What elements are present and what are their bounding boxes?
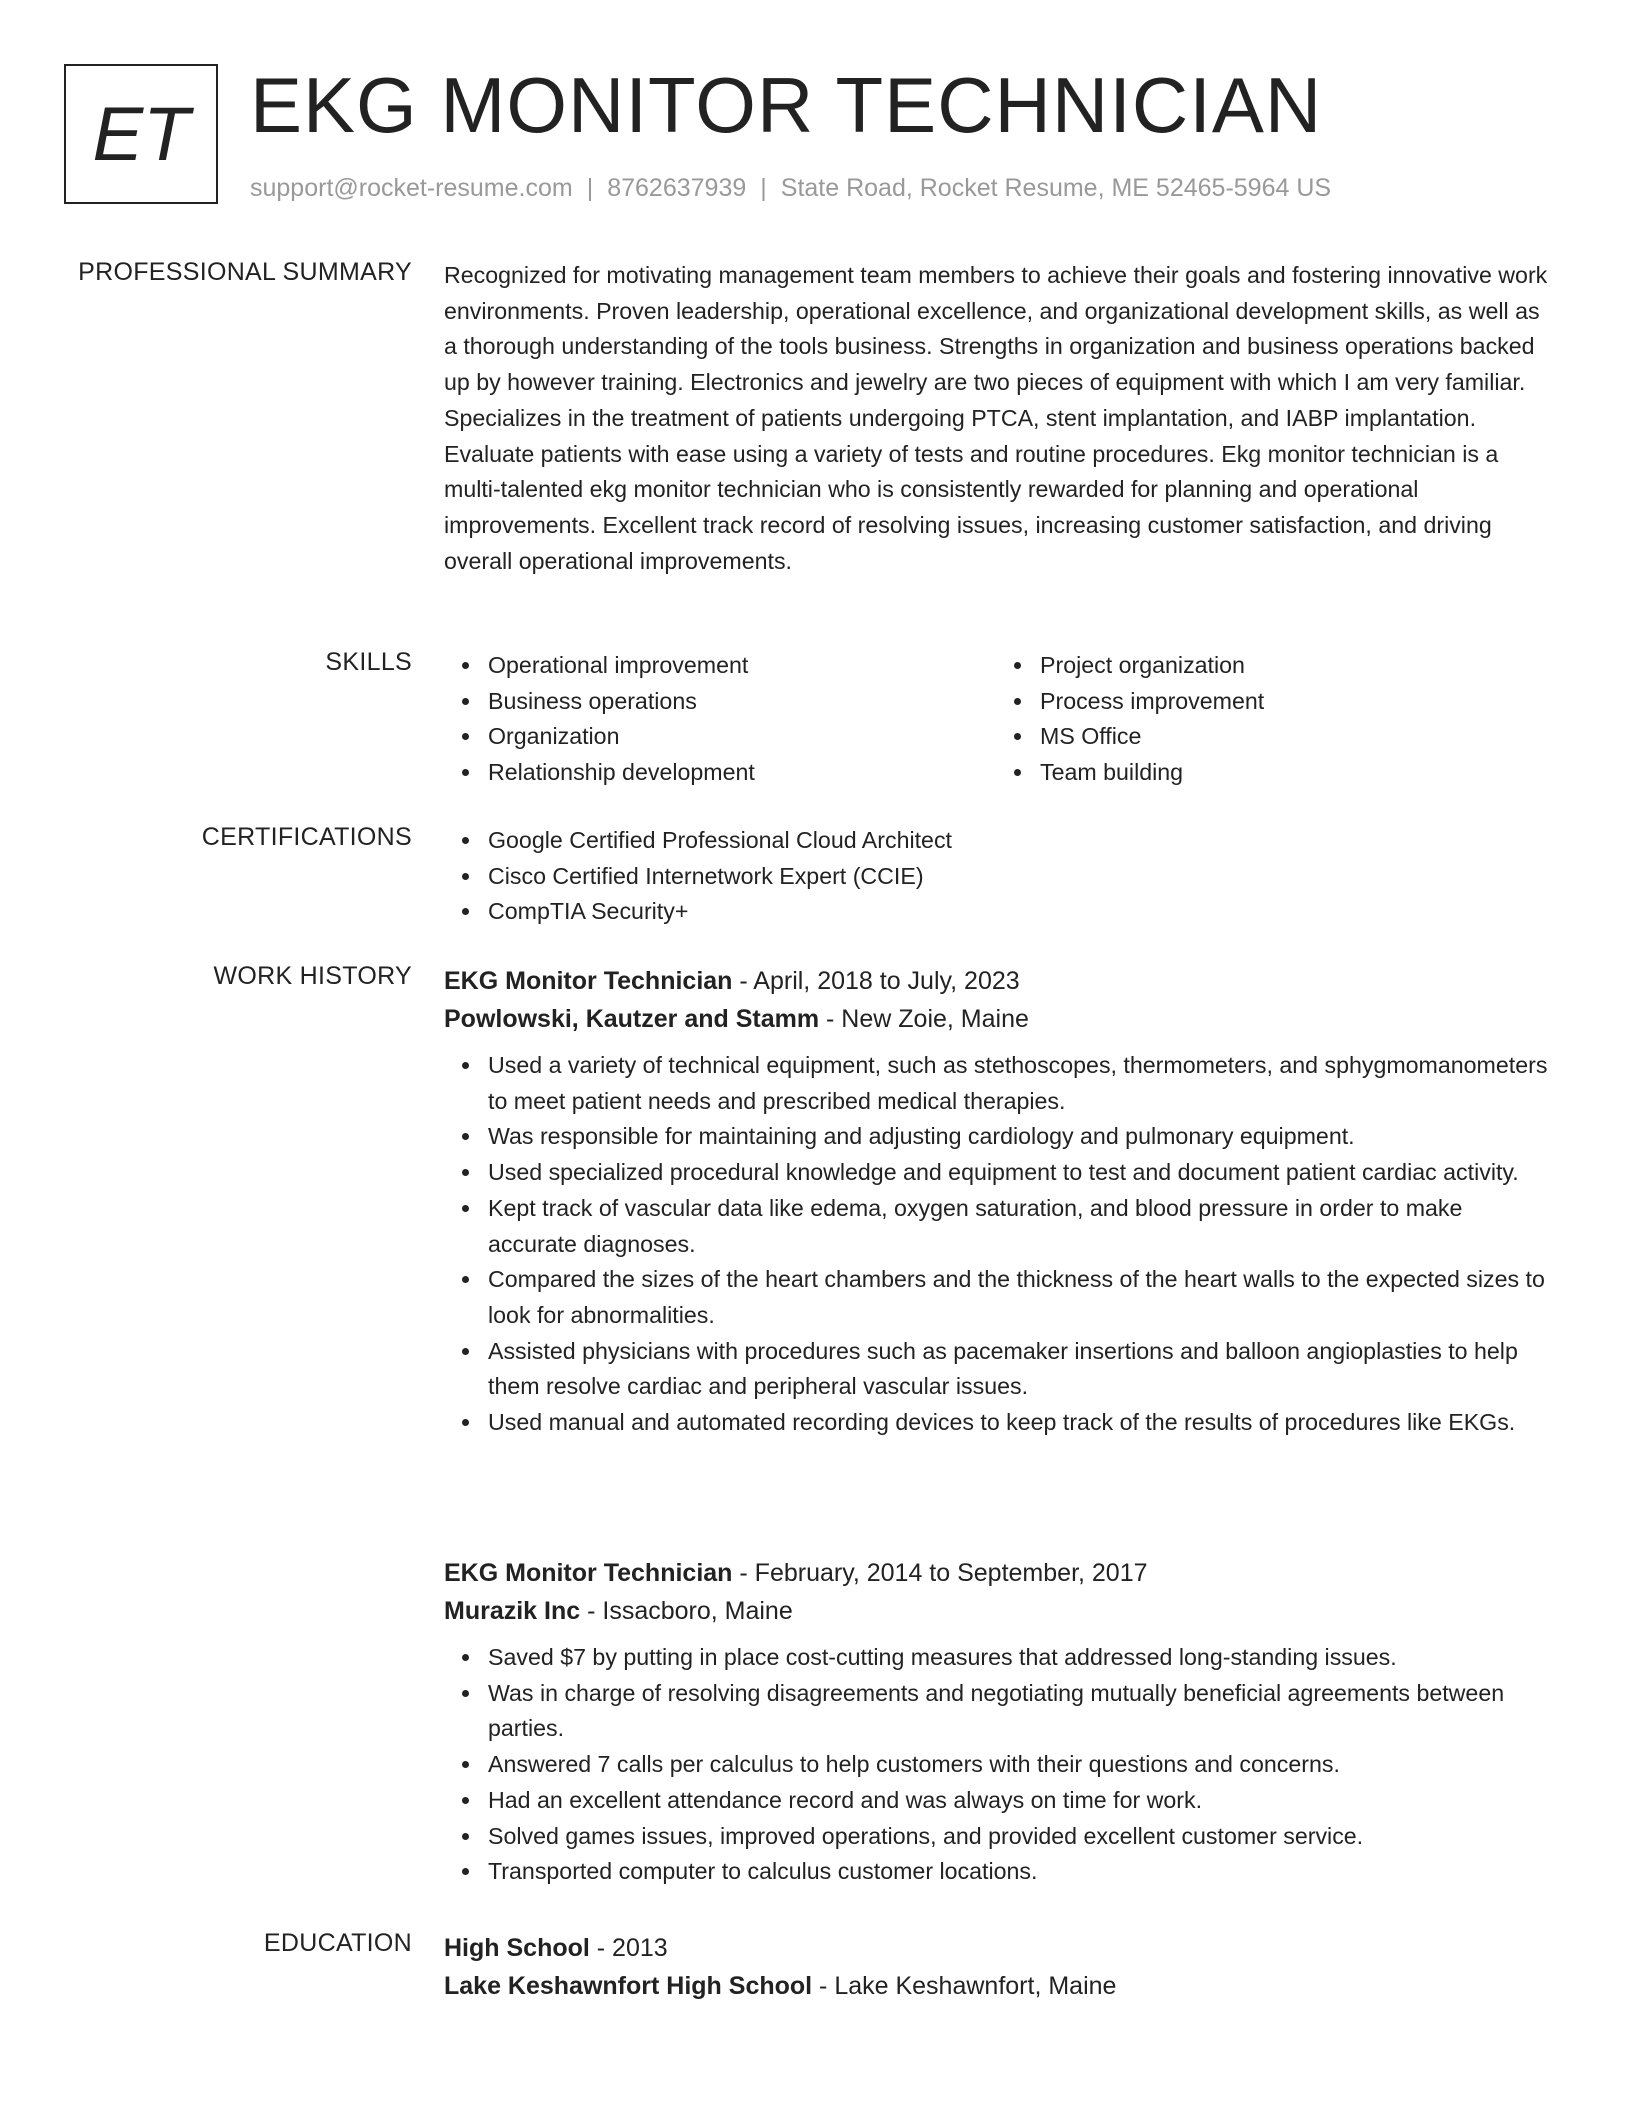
section-title-certifications: CERTIFICATIONS — [201, 823, 412, 851]
job-company-line — [444, 1592, 1548, 1630]
section-title-skills: SKILLS — [325, 648, 412, 676]
section-title-education: EDUCATION — [263, 1929, 412, 1957]
contact-line — [250, 174, 1331, 203]
education-school: Lake Keshawnfort High School — [444, 1972, 813, 2000]
job-role: EKG Monitor Technician — [444, 1559, 733, 1587]
work-body-2 — [444, 1554, 1548, 1890]
work-body — [444, 962, 1548, 1441]
contact-email: support@rocket-resume.com — [250, 174, 573, 202]
contact-address: State Road, Rocket Resume, ME 52465-5964 US — [780, 174, 1332, 202]
education-year: - 2013 — [589, 1934, 668, 1962]
section-title-work: WORK HISTORY — [213, 962, 412, 990]
education-degree: High School — [444, 1934, 590, 1962]
job-company: Powlowski, Kautzer and Stamm — [444, 1005, 820, 1033]
skill-item: Process improvement — [1040, 684, 1548, 720]
skill-item: Organization — [488, 719, 996, 755]
skills-body — [444, 648, 1548, 791]
job-title-line — [444, 1554, 1548, 1592]
job-dates: - February, 2014 to September, 2017 — [732, 1559, 1148, 1587]
job-duty: Was responsible for maintaining and adjusting cardiology and pulmonary equipment. — [488, 1119, 1548, 1155]
skills-list-left — [444, 648, 996, 791]
job-duty: Compared the sizes of the heart chambers and the thickness of the heart walls to the expected sizes to look for abnormalities. — [488, 1262, 1548, 1333]
job-duty: Transported computer to calculus customer locations. — [488, 1854, 1548, 1890]
job-duty: Solved games issues, improved operations, and provided excellent customer service. — [488, 1819, 1548, 1855]
skill-item: Relationship development — [488, 755, 996, 791]
job-duty: Had an excellent attendance record and was always on time for work. — [488, 1783, 1548, 1819]
job-duty: Used specialized procedural knowledge and equipment to test and document patient cardiac activity. — [488, 1155, 1548, 1191]
certification-item: CompTIA Security+ — [488, 894, 1548, 930]
job-title-line — [444, 962, 1548, 1000]
skill-item: Business operations — [488, 684, 996, 720]
certifications-list — [444, 823, 1548, 930]
summary-body — [444, 258, 1548, 579]
education-body — [444, 1929, 1548, 2005]
job-duty: Saved $7 by putting in place cost-cutting measures that addressed long-standing issues. — [488, 1640, 1548, 1676]
skill-item: Project organization — [1040, 648, 1548, 684]
job-company: Murazik Inc — [444, 1597, 581, 1625]
job-duties-list — [444, 1640, 1548, 1890]
job-duty: Was in charge of resolving disagreements and negotiating mutually beneficial agreements between parties. — [488, 1676, 1548, 1747]
contact-separator: | — [586, 174, 594, 202]
job-entry — [444, 962, 1548, 1441]
education-location: - Lake Keshawnfort, Maine — [812, 1972, 1117, 2000]
contact-separator: | — [760, 174, 767, 202]
job-company-line — [444, 1000, 1548, 1038]
section-title-summary: PROFESSIONAL SUMMARY — [78, 258, 412, 286]
contact-phone: 8762637939 — [607, 174, 747, 202]
summary-text: Recognized for motivating management team members to achieve their goals and fostering innovative work environments. Proven leadership, operational excellence, and organizational development skills, as well as a thorough understanding of the tools business. Strengths in organization and business operations backed up by however training. Electronics and jewelry are two pieces of equipment with which I am very familiar. Specializes in the treatment of patients undergoing PTCA, stent implantation, and IABP implantation. Evaluate patients with ease using a variety of tests and routine procedures. Ekg monitor technician is a multi-talented ekg monitor technician who is consistently rewarded for planning and operational improvements. Excellent track record of resolving issues, increasing customer satisfaction, and driving overall operational improvements. — [444, 262, 1548, 574]
job-duty: Used a variety of technical equipment, such as stethoscopes, thermometers, and sphygmomanometers to meet patient needs and prescribed medical therapies. — [488, 1048, 1548, 1119]
job-location: - New Zoie, Maine — [819, 1005, 1029, 1033]
job-duty: Used manual and automated recording devices to keep track of the results of procedures like EKGs. — [488, 1405, 1548, 1441]
skills-grid — [444, 648, 1548, 791]
monogram-logo: ET — [64, 64, 218, 204]
certifications-body — [444, 823, 1548, 930]
skills-list-right — [996, 648, 1548, 791]
skill-item: Operational improvement — [488, 648, 996, 684]
job-duty: Kept track of vascular data like edema, oxygen saturation, and blood pressure in order to make accurate diagnoses. — [488, 1191, 1548, 1262]
job-duties-list — [444, 1048, 1548, 1441]
education-degree-line — [444, 1929, 1548, 1967]
certification-item: Google Certified Professional Cloud Architect — [488, 823, 1548, 859]
job-duty: Assisted physicians with procedures such as pacemaker insertions and balloon angioplasties to help them resolve cardiac and peripheral vascular issues. — [488, 1334, 1548, 1405]
resume-name: EKG MONITOR TECHNICIAN — [250, 61, 1323, 149]
job-location: - Issacboro, Maine — [580, 1597, 793, 1625]
job-role: EKG Monitor Technician — [444, 967, 733, 995]
certification-item: Cisco Certified Internetwork Expert (CCIE) — [488, 859, 1548, 895]
job-entry — [444, 1554, 1548, 1890]
skill-item: MS Office — [1040, 719, 1548, 755]
job-dates: - April, 2018 to July, 2023 — [732, 967, 1020, 995]
skill-item: Team building — [1040, 755, 1548, 791]
job-duty: Answered 7 calls per calculus to help customers with their questions and concerns. — [488, 1747, 1548, 1783]
education-school-line — [444, 1967, 1548, 2005]
